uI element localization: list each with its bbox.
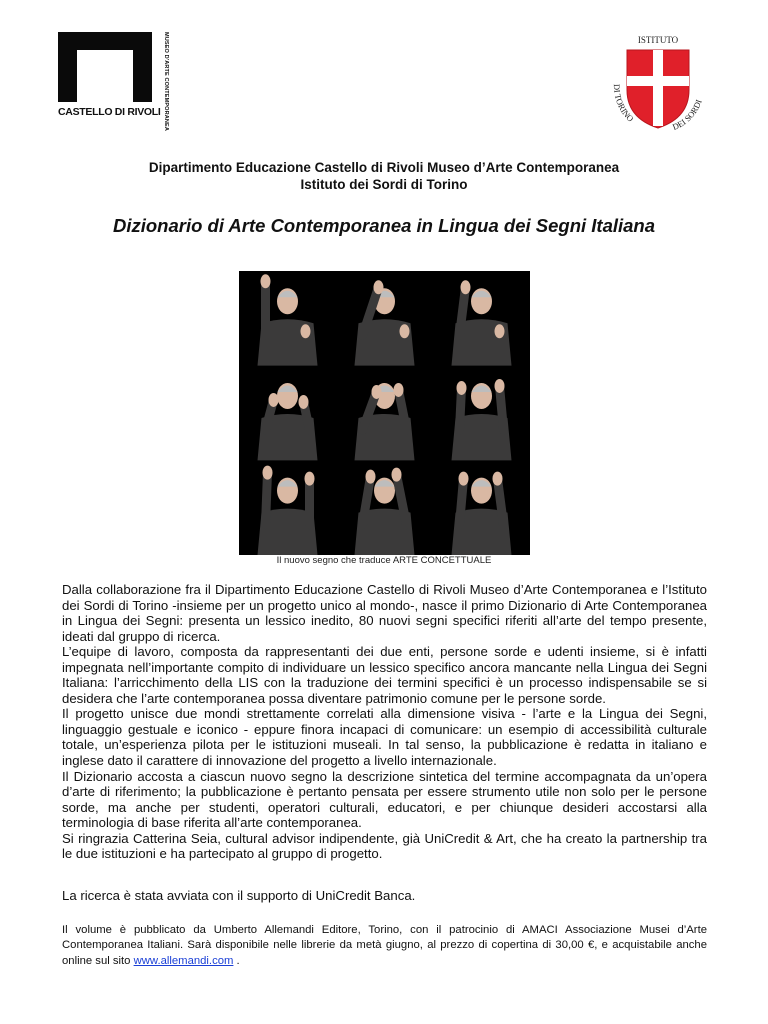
sign-sequence-photo xyxy=(239,271,530,555)
paragraph: L’equipe di lavoro, composta da rappresentanti dei due enti, persone sorde e udenti insieme, si è infatti impegnata nell’importante compito di individuare un lessico specifico ancora mancante nella Lingua dei Segni Italiana: l’arricchimento della LIS con la traduzione dei termini specifici è un processo indispensabile se si desidera che l’arte contemporanea possa diventare patrimonio comune per le persone sorde. xyxy=(62,644,707,706)
department-header: Dipartimento Educazione Castello di Rivoli Museo d’Arte Contemporanea xyxy=(148,160,620,175)
institute-header: Istituto dei Sordi di Torino xyxy=(300,177,468,192)
castello-di-rivoli-logo xyxy=(58,32,170,132)
signing-figure xyxy=(355,280,415,365)
signing-figure xyxy=(452,280,512,365)
shield-icon xyxy=(600,32,708,132)
signing-figure xyxy=(452,379,512,460)
allemandi-link[interactable]: www.allemandi.com xyxy=(133,954,234,967)
logo-top-label: ISTITUTO xyxy=(637,35,679,45)
logo-left-arc-label: DI TORINO xyxy=(611,83,636,124)
publication-note-end: . xyxy=(233,954,240,967)
publication-note xyxy=(62,923,707,969)
paragraph: Il Dizionario accosta a ciascun nuovo segno la descrizione sintetica del termine accompagnata da un’opera d’arte di riferimento; la pubblicazione è pertanto pensata per essere strumento utile non solo per le persone sorde, ma anche per studenti, operatori culturali, educatori, e per chiunque desideri accostarsi alla terminologia di base riferita all’arte contemporanea. xyxy=(62,768,707,831)
article-body xyxy=(62,582,707,862)
logo-right-arc-label: DEI SORDI xyxy=(670,98,704,132)
sign-sequence-grid xyxy=(239,271,530,555)
signing-figure xyxy=(452,472,512,555)
istituto-sordi-logo xyxy=(600,32,708,132)
castello-logo-subtitle: MUSEO D'ARTE CONTEMPORANEA xyxy=(163,32,169,132)
signing-figure xyxy=(355,468,415,555)
paragraph: Il progetto unisce due mondi strettamente correlati alla dimensione visiva - l’arte e la Lingua dei Segni, linguaggio gestuale e iconico - eppure finora incapaci di comunicare: un esempio di accessibilità culturale totale, un’esperienza pilota per le istituzioni museali. In tal senso, la pubblicazione è redatta in italiano e inglese dato il carattere di innovazione del progetto a livello internazionale. xyxy=(62,706,707,769)
paragraph: Si ringrazia Catterina Seia, cultural advisor indipendente, già UniCredit & Art, che ha creato la partnership tra le due istituzioni e ha partecipato al gruppo di progetto. xyxy=(62,830,707,862)
signing-figure xyxy=(258,383,318,460)
photo-caption: Il nuovo segno che traduce ARTE CONCETTUALE xyxy=(276,555,492,566)
signing-figure xyxy=(258,466,318,555)
research-support-note: La ricerca è stata avviata con il supporto di UniCredit Banca. xyxy=(62,888,416,903)
signing-figure xyxy=(258,274,318,365)
paragraph: Dalla collaborazione fra il Dipartimento Educazione Castello di Rivoli Museo d’Arte Contemporanea e l’Istituto dei Sordi di Torino -insieme per un progetto unico al mondo-, nasce il primo Dizionario di Arte Contemporanea in Lingua dei Segni: presenta un lessico inedito, 80 nuovi segni specifici riferiti all’arte del tempo presente, ideati dal gruppo di ricerca. xyxy=(62,582,707,644)
castello-logo-mark xyxy=(58,32,152,102)
page-title: Dizionario di Arte Contemporanea in Lingua dei Segni Italiana xyxy=(112,215,656,236)
publication-note-text: Il volume è pubblicato da Umberto Allemandi Editore, Torino, con il patrocinio di AMACI Associazione Musei d’Arte Contemporanea Italiani. Sarà disponibile nelle librerie da metà giugno, al prezzo di copertina di 30,00 €, e acquistabile anche online sul sito xyxy=(62,924,707,967)
castello-logo-name: CASTELLO DI RIVOLI xyxy=(58,106,161,118)
signing-figure xyxy=(355,383,415,460)
